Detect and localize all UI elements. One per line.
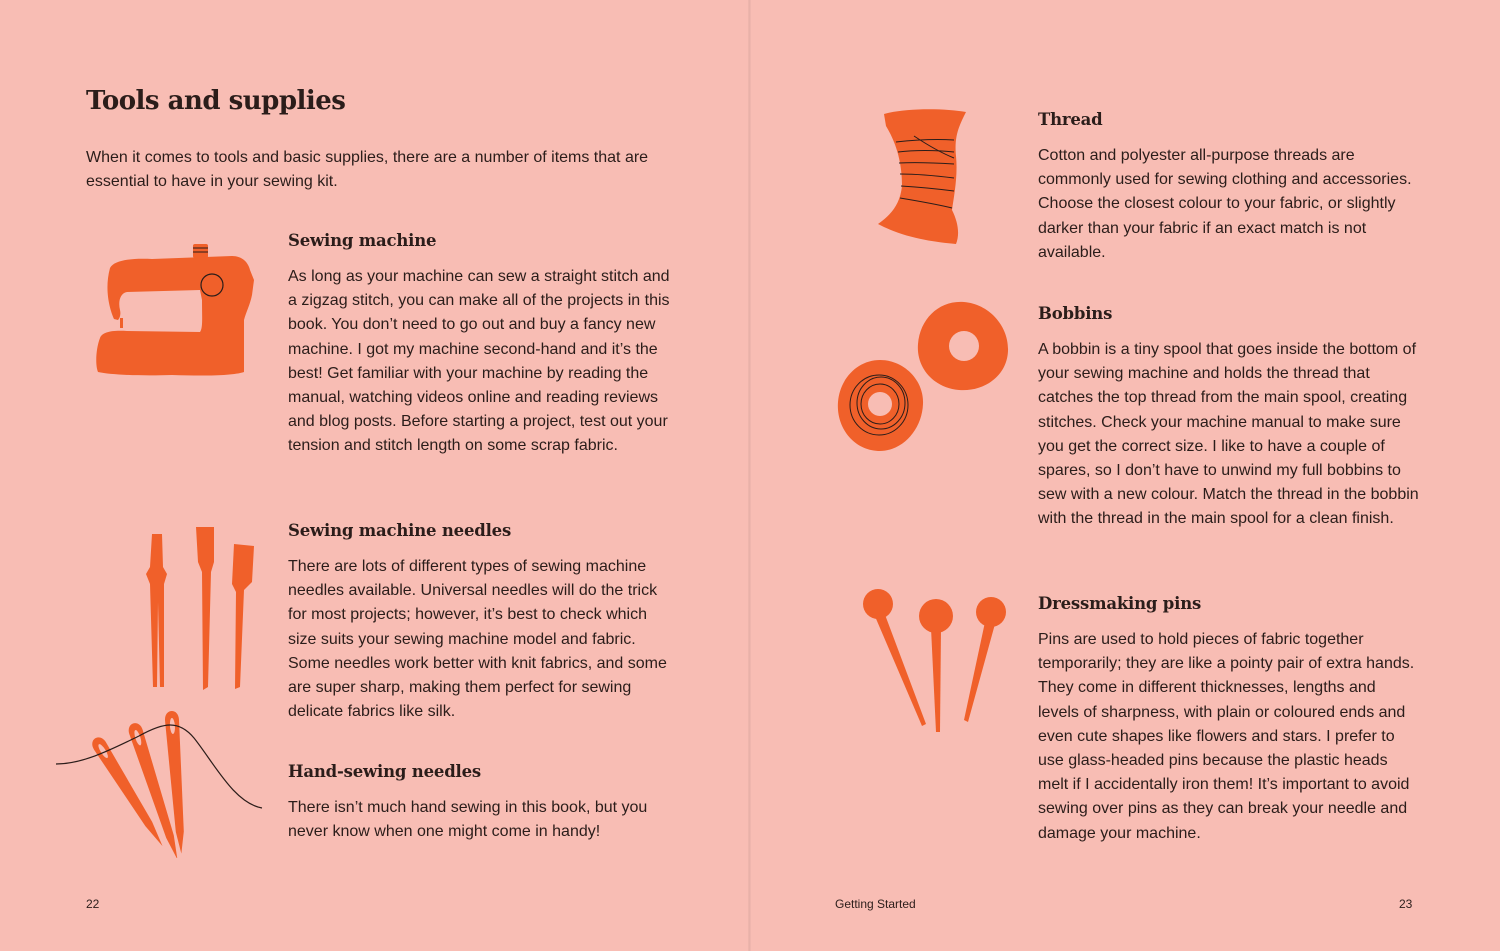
page-number-left: 22 xyxy=(86,897,100,911)
section-bobbins xyxy=(1038,304,1420,532)
section-heading: Dressmaking pins xyxy=(1038,594,1202,613)
page-number-right: 23 xyxy=(1399,897,1413,911)
section-heading: Hand-sewing needles xyxy=(288,762,481,781)
section-body: As long as your machine can sew a straight stitch and a zigzag stitch, you can make all of the projects in this book. You don’t need to go out and buy a fancy new machine. I got my machine second-hand and it’s the best! Get familiar with your machine by reading the manual, watching videos online and reading reviews and blog posts. Before starting a project, test out your tension and stitch length on some scrap fabric. xyxy=(288,268,670,455)
section-body: There isn’t much hand sewing in this book, but you never know when one might come in handy! xyxy=(288,799,648,841)
section-hand-needles xyxy=(288,762,670,844)
section-heading: Sewing machine needles xyxy=(288,521,512,540)
machine-needles-icon xyxy=(140,522,265,697)
section-machine-needles xyxy=(288,521,670,724)
thread-spool-icon xyxy=(874,106,974,248)
left-page xyxy=(0,0,749,951)
section-body: Pins are used to hold pieces of fabric together temporarily; they are like a pointy pair of extra hands. They come in different thicknesses, lengths and levels of sharpness, with plain or coloured ends and even cute shapes like flowers and stars. I prefer to use glass-headed pins because the plastic heads melt if I accidentally iron them! It’s important to avoid sewing over pins as they can break your needle and damage your machine. xyxy=(1038,631,1415,842)
section-pins xyxy=(1038,594,1420,846)
section-heading: Bobbins xyxy=(1038,304,1113,323)
running-head: Getting Started xyxy=(835,897,916,911)
right-page xyxy=(750,0,1500,951)
section-body: Cotton and polyester all-purpose threads are commonly used for sewing clothing and accessories. Choose the closest colour to your fabric, or slightly darker than your fabric if an exact match is not available. xyxy=(1038,147,1412,261)
page-title: Tools and supplies xyxy=(86,86,346,116)
sewing-machine-icon xyxy=(92,240,262,385)
section-heading: Thread xyxy=(1038,110,1103,129)
hand-needles-icon xyxy=(54,708,266,858)
section-body: There are lots of different types of sewing machine needles available. Universal needles will do the trick for most projects; however, it’s best to check which size suits your sewing machine model and fabric. Some needles work better with knit fabrics, and some are super sharp, making them perfect for sewing delicate fabrics like silk. xyxy=(288,558,667,721)
bobbins-icon xyxy=(834,296,1014,458)
intro-paragraph: When it comes to tools and basic supplies, there are a number of items that are essential to have in your sewing kit. xyxy=(86,149,649,190)
pins-icon xyxy=(860,586,1010,738)
section-thread xyxy=(1038,110,1420,265)
section-body: A bobbin is a tiny spool that goes inside the bottom of your sewing machine and holds the thread that catches the top thread from the main spool, creating stitches. Check your machine manual to make sure you get the correct size. I like to have a couple of spares, so I don’t have to unwind my full bobbins to sew with a new colour. Match the thread in the bobbin with the thread in the main spool for a clean finish. xyxy=(1038,341,1419,528)
section-heading: Sewing machine xyxy=(288,231,437,250)
section-sewing-machine xyxy=(288,231,670,459)
